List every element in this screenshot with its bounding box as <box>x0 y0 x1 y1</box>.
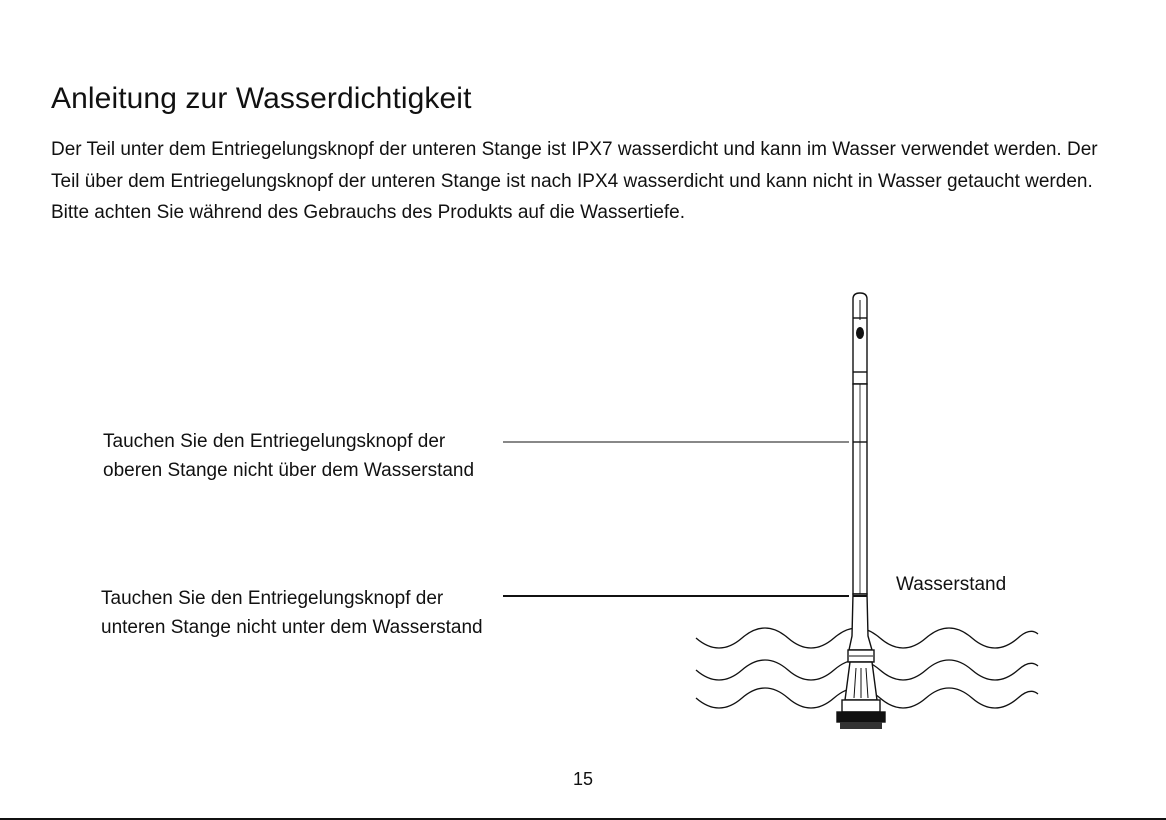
page-title: Anleitung zur Wasserdichtigkeit <box>51 82 472 115</box>
callout-lower-line-2: unteren Stange nicht unter dem Wasserstand <box>101 617 483 638</box>
callout-upper-line-2: oberen Stange nicht über dem Wasserstand <box>103 460 475 481</box>
page-number: 15 <box>572 769 594 789</box>
upper-release-button-icon <box>856 327 864 339</box>
bristles-icon <box>840 722 882 729</box>
water-level-label: Wasserstand <box>896 574 1007 595</box>
callout-upper-line-1: Tauchen Sie den Entriegelungsknopf der <box>103 431 446 452</box>
callout-lower-line-1: Tauchen Sie den Entriegelungsknopf der <box>101 588 444 609</box>
pole-icon <box>837 293 885 722</box>
intro-paragraph: Der Teil unter dem Entriegelungsknopf der unteren Stange ist IPX7 wasserdicht und kann im Wasser verwendet werden. Der Teil über dem Entriegelungsknopf der unteren Stange ist nach IPX4 wasserdicht und kann nicht in Wasser getaucht werden. Bitte achten Sie während des Gebrauchs des Produkts auf die Wassertiefe. <box>51 139 1098 223</box>
